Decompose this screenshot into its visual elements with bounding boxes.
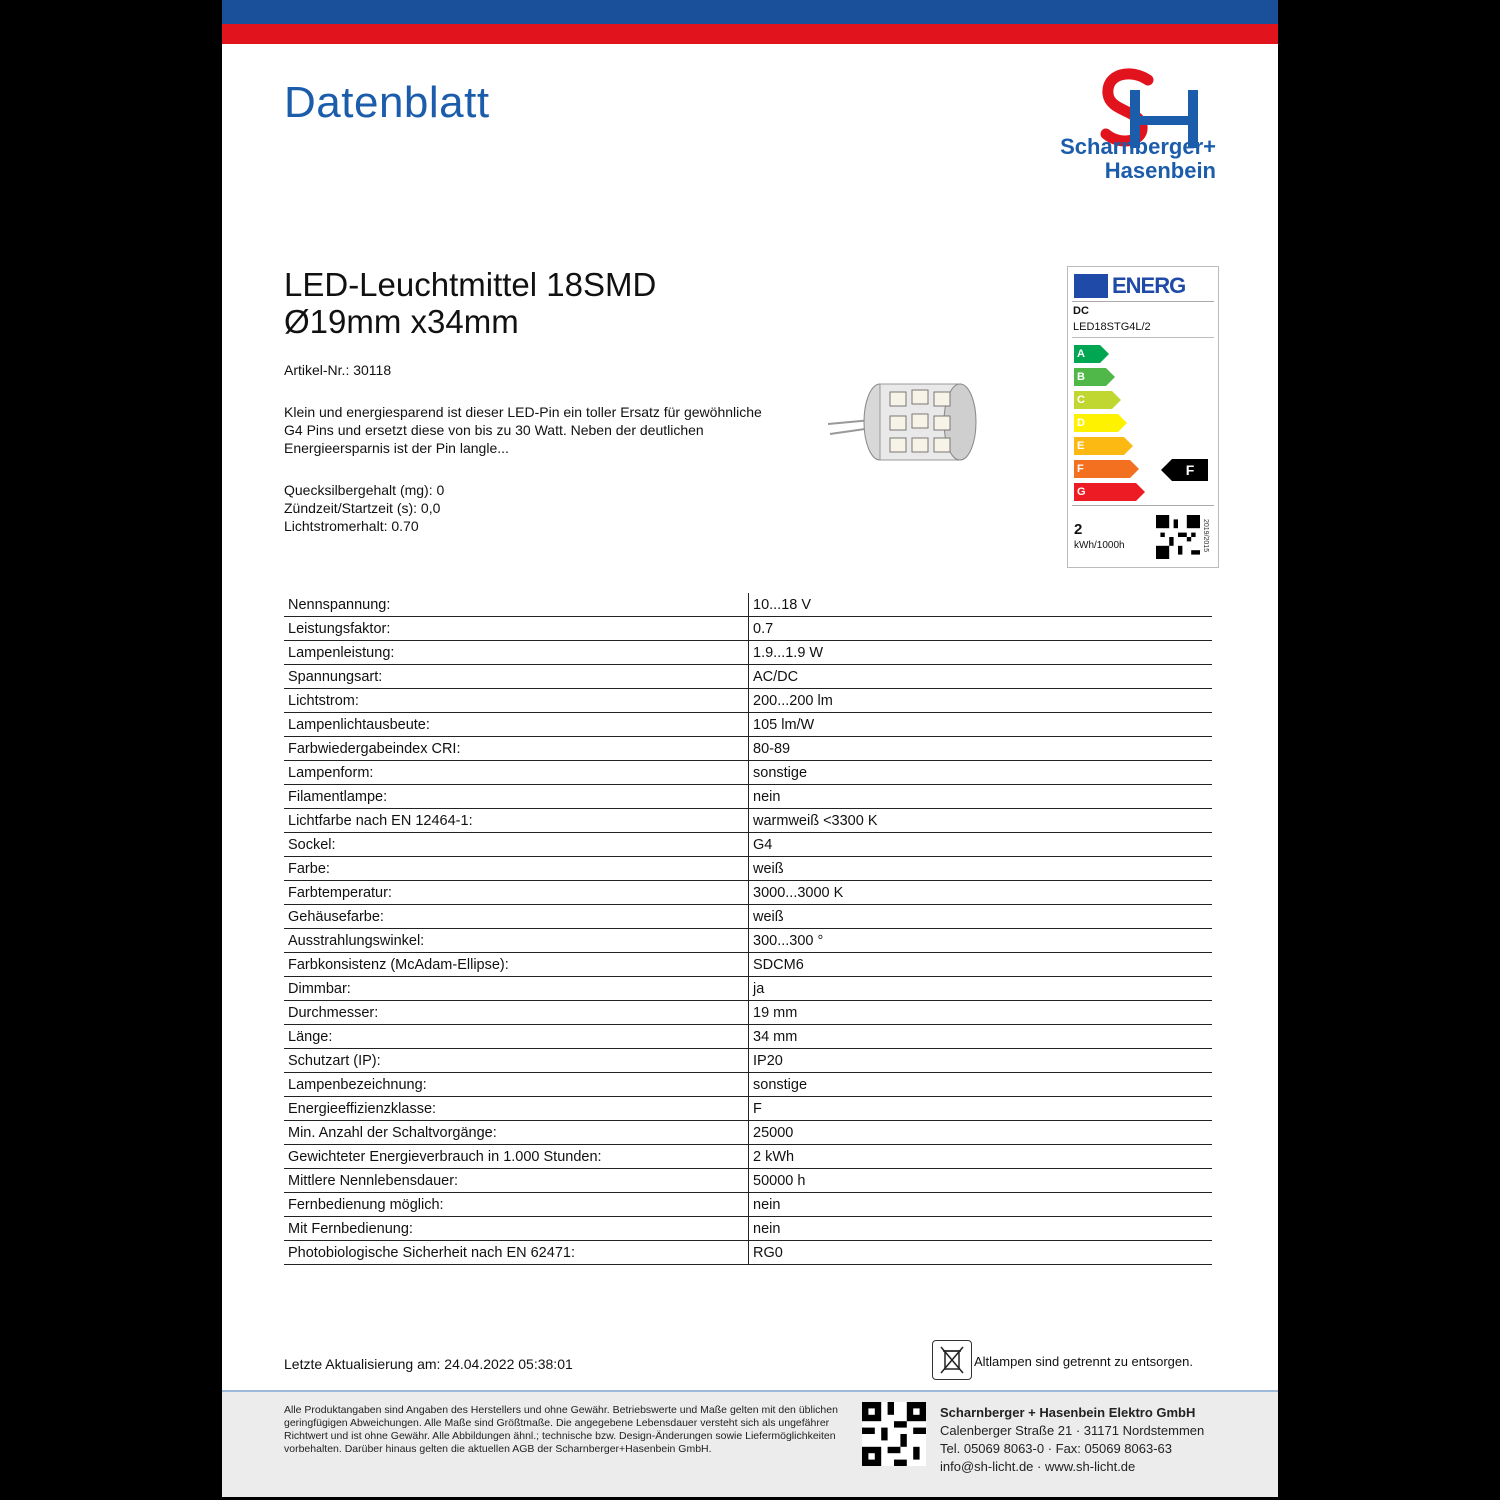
- company-address: Calenberger Straße 21 · 31171 Nordstemmen: [940, 1423, 1205, 1438]
- table-row: [284, 713, 1212, 737]
- energy-class-letter: E: [1077, 440, 1085, 452]
- spec-label: Mit Fernbedienung:: [284, 1217, 749, 1241]
- energy-brand: ENERG: [1112, 273, 1186, 298]
- qr-code-icon: [862, 1402, 926, 1466]
- product-description: Klein und energiesparend ist dieser LED-Pin ein toller Ersatz für gewöhnliche G4 Pins und ersetzt diese von bis zu 30 Watt. Neben der deutlichen Energieersparnis ist der Pin langle...: [284, 404, 762, 456]
- spec-label: Fernbedienung möglich:: [284, 1193, 749, 1217]
- eu-flag-icon: [1074, 274, 1108, 298]
- qr-code-icon: [1156, 515, 1200, 559]
- spec-value: 34 mm: [749, 1025, 1213, 1049]
- spec-label: Lichtfarbe nach EN 12464-1:: [284, 809, 749, 833]
- spec-label: Mittlere Nennlebensdauer:: [284, 1169, 749, 1193]
- table-row: [284, 1073, 1212, 1097]
- table-row: [284, 785, 1212, 809]
- spec-label: Lampenform:: [284, 761, 749, 785]
- table-row: [284, 1241, 1212, 1265]
- last-updated: Letzte Aktualisierung am: 24.04.2022 05:38:01: [284, 1356, 573, 1372]
- disposal-note: Altlampen sind getrennt zu entsorgen.: [974, 1354, 1193, 1369]
- header-red-bar: [222, 24, 1278, 44]
- energy-class-letter: A: [1077, 348, 1085, 360]
- energy-class-e: [1074, 437, 1124, 455]
- logo-line2: Hasenbein: [1104, 158, 1216, 183]
- spec-label: Schutzart (IP):: [284, 1049, 749, 1073]
- table-row: [284, 881, 1212, 905]
- spec-label: Gewichteter Energieverbrauch in 1.000 Stunden:: [284, 1145, 749, 1169]
- table-row: [284, 905, 1212, 929]
- divider: [1072, 505, 1214, 506]
- energy-class-letter: D: [1077, 417, 1085, 429]
- energy-class-g: [1074, 483, 1136, 501]
- spec-value: 2 kWh: [749, 1145, 1213, 1169]
- company-logo: [980, 66, 1220, 186]
- spec-label: Farbkonsistenz (McAdam-Ellipse):: [284, 953, 749, 977]
- table-row: [284, 593, 1212, 617]
- article-number: Artikel-Nr.: 30118: [284, 362, 392, 378]
- spec-value: SDCM6: [749, 953, 1213, 977]
- spec-value: 200...200 lm: [749, 689, 1213, 713]
- table-row: [284, 665, 1212, 689]
- spec-value: 105 lm/W: [749, 713, 1213, 737]
- spec-label: Durchmesser:: [284, 1001, 749, 1025]
- page-title: Datenblatt: [284, 78, 490, 127]
- company-name: Scharnberger + Hasenbein Elektro GmbH: [940, 1405, 1196, 1420]
- table-row: [284, 1025, 1212, 1049]
- company-web[interactable]: info@sh-licht.de · www.sh-licht.de: [940, 1459, 1136, 1474]
- company-phone: Tel. 05069 8063-0 · Fax: 05069 8063-63: [940, 1441, 1173, 1456]
- spec-value: sonstige: [749, 1073, 1213, 1097]
- spec-value: warmweiß <3300 K: [749, 809, 1213, 833]
- table-row: [284, 1001, 1212, 1025]
- divider: [1072, 337, 1214, 338]
- energy-consumption-unit: kWh/1000h: [1074, 540, 1125, 551]
- energy-class-b: [1074, 368, 1106, 386]
- product-title: [284, 266, 656, 340]
- spec-value: 80-89: [749, 737, 1213, 761]
- spec-label: Min. Anzahl der Schaltvorgänge:: [284, 1121, 749, 1145]
- spec-value: nein: [749, 1217, 1213, 1241]
- table-row: [284, 689, 1212, 713]
- energy-rating-badge: F: [1172, 459, 1208, 481]
- table-row: [284, 953, 1212, 977]
- spec-label: Lampenbezeichnung:: [284, 1073, 749, 1097]
- spec-label: Photobiologische Sicherheit nach EN 62471:: [284, 1241, 749, 1265]
- spec-value: nein: [749, 785, 1213, 809]
- spec-label: Nennspannung:: [284, 593, 749, 617]
- company-contact: [940, 1404, 1204, 1476]
- table-row: [284, 1193, 1212, 1217]
- table-row: [284, 1217, 1212, 1241]
- table-row: [284, 929, 1212, 953]
- spec-value: weiß: [749, 905, 1213, 929]
- spec-value: G4: [749, 833, 1213, 857]
- spec-value: 25000: [749, 1121, 1213, 1145]
- table-row: [284, 1049, 1212, 1073]
- table-row: [284, 617, 1212, 641]
- spec-label: Gehäusefarbe:: [284, 905, 749, 929]
- spec-label: Sockel:: [284, 833, 749, 857]
- energy-consumption-value: 2: [1074, 521, 1083, 538]
- spec-label: Lampenleistung:: [284, 641, 749, 665]
- spec-table: [284, 593, 1212, 1265]
- product-image: [822, 362, 982, 472]
- table-row: [284, 809, 1212, 833]
- product-title-line1: LED-Leuchtmittel 18SMD: [284, 266, 657, 303]
- energy-class-letter: C: [1077, 394, 1085, 406]
- energy-class-d: [1074, 414, 1118, 432]
- spec-label: Filamentlampe:: [284, 785, 749, 809]
- spec-label: Spannungsart:: [284, 665, 749, 689]
- table-row: [284, 1145, 1212, 1169]
- spec-label: Farbtemperatur:: [284, 881, 749, 905]
- spec-label: Lampenlichtausbeute:: [284, 713, 749, 737]
- energy-class-c: [1074, 391, 1112, 409]
- table-row: [284, 1097, 1212, 1121]
- spec-label: Leistungsfaktor:: [284, 617, 749, 641]
- spec-label: Ausstrahlungswinkel:: [284, 929, 749, 953]
- spec-label: Energieeffizienzklasse:: [284, 1097, 749, 1121]
- spec-value: nein: [749, 1193, 1213, 1217]
- table-row: [284, 977, 1212, 1001]
- table-row: [284, 641, 1212, 665]
- spec-value: 0.7: [749, 617, 1213, 641]
- table-row: [284, 737, 1212, 761]
- energy-label-header: [1072, 271, 1214, 302]
- footer: [222, 1390, 1278, 1497]
- energy-class-letter: F: [1077, 463, 1084, 475]
- spec-value: 3000...3000 K: [749, 881, 1213, 905]
- table-row: [284, 833, 1212, 857]
- energy-class-f: [1074, 460, 1130, 478]
- table-row: [284, 761, 1212, 785]
- spec-label: Lichtstrom:: [284, 689, 749, 713]
- spec-mercury: Quecksilbergehalt (mg): 0: [284, 482, 445, 498]
- logo-line1: Scharnberger+: [1060, 134, 1216, 159]
- spec-label: Farbwiedergabeindex CRI:: [284, 737, 749, 761]
- datasheet-page: [222, 0, 1278, 1497]
- spec-value: 50000 h: [749, 1169, 1213, 1193]
- energy-supplier: DC: [1073, 305, 1089, 317]
- spec-value: ja: [749, 977, 1213, 1001]
- header-blue-bar: [222, 0, 1278, 24]
- energy-model: LED18STG4L/2: [1073, 321, 1151, 333]
- spec-value: F: [749, 1097, 1213, 1121]
- product-specs: [284, 481, 444, 535]
- energy-class-letter: G: [1077, 486, 1086, 498]
- energy-regulation: 2019/2015: [1202, 519, 1209, 553]
- spec-label: Länge:: [284, 1025, 749, 1049]
- spec-value: weiß: [749, 857, 1213, 881]
- energy-class-letter: B: [1077, 371, 1085, 383]
- spec-lumen-maintenance: Lichtstromerhalt: 0.70: [284, 518, 419, 534]
- spec-value: 300...300 °: [749, 929, 1213, 953]
- spec-label: Dimmbar:: [284, 977, 749, 1001]
- spec-label: Farbe:: [284, 857, 749, 881]
- energy-label: [1067, 266, 1219, 568]
- footer-disclaimer: Alle Produktangaben sind Angaben des Herstellers und ohne Gewähr. Betriebswerte und Maße gelten mit den üblichen geringfügigen Abweichungen. Alle Maße sind Größtmaße. Die angegebene Lebensdauer versteht sich als ungefährer Richtwert und ist ohne Gewähr. Alle Abbildungen ähnl.; technische bzw. Design-Änderungen sowie Liefermöglichkeiten vorbehalten. Darüber hinaus gelten die aktuellen AGB der Scharnberger+Hasenbein GmbH.: [284, 1404, 838, 1455]
- spec-value: RG0: [749, 1241, 1213, 1265]
- crossed-bin-icon: [932, 1340, 972, 1380]
- spec-ignition: Zündzeit/Startzeit (s): 0,0: [284, 500, 441, 516]
- product-title-line2: Ø19mm x34mm: [284, 303, 519, 340]
- spec-value: 10...18 V: [749, 593, 1213, 617]
- spec-value: AC/DC: [749, 665, 1213, 689]
- spec-value: IP20: [749, 1049, 1213, 1073]
- spec-value: 1.9...1.9 W: [749, 641, 1213, 665]
- energy-class-a: [1074, 345, 1100, 363]
- table-row: [284, 1169, 1212, 1193]
- spec-value: sonstige: [749, 761, 1213, 785]
- spec-value: 19 mm: [749, 1001, 1213, 1025]
- table-row: [284, 857, 1212, 881]
- table-row: [284, 1121, 1212, 1145]
